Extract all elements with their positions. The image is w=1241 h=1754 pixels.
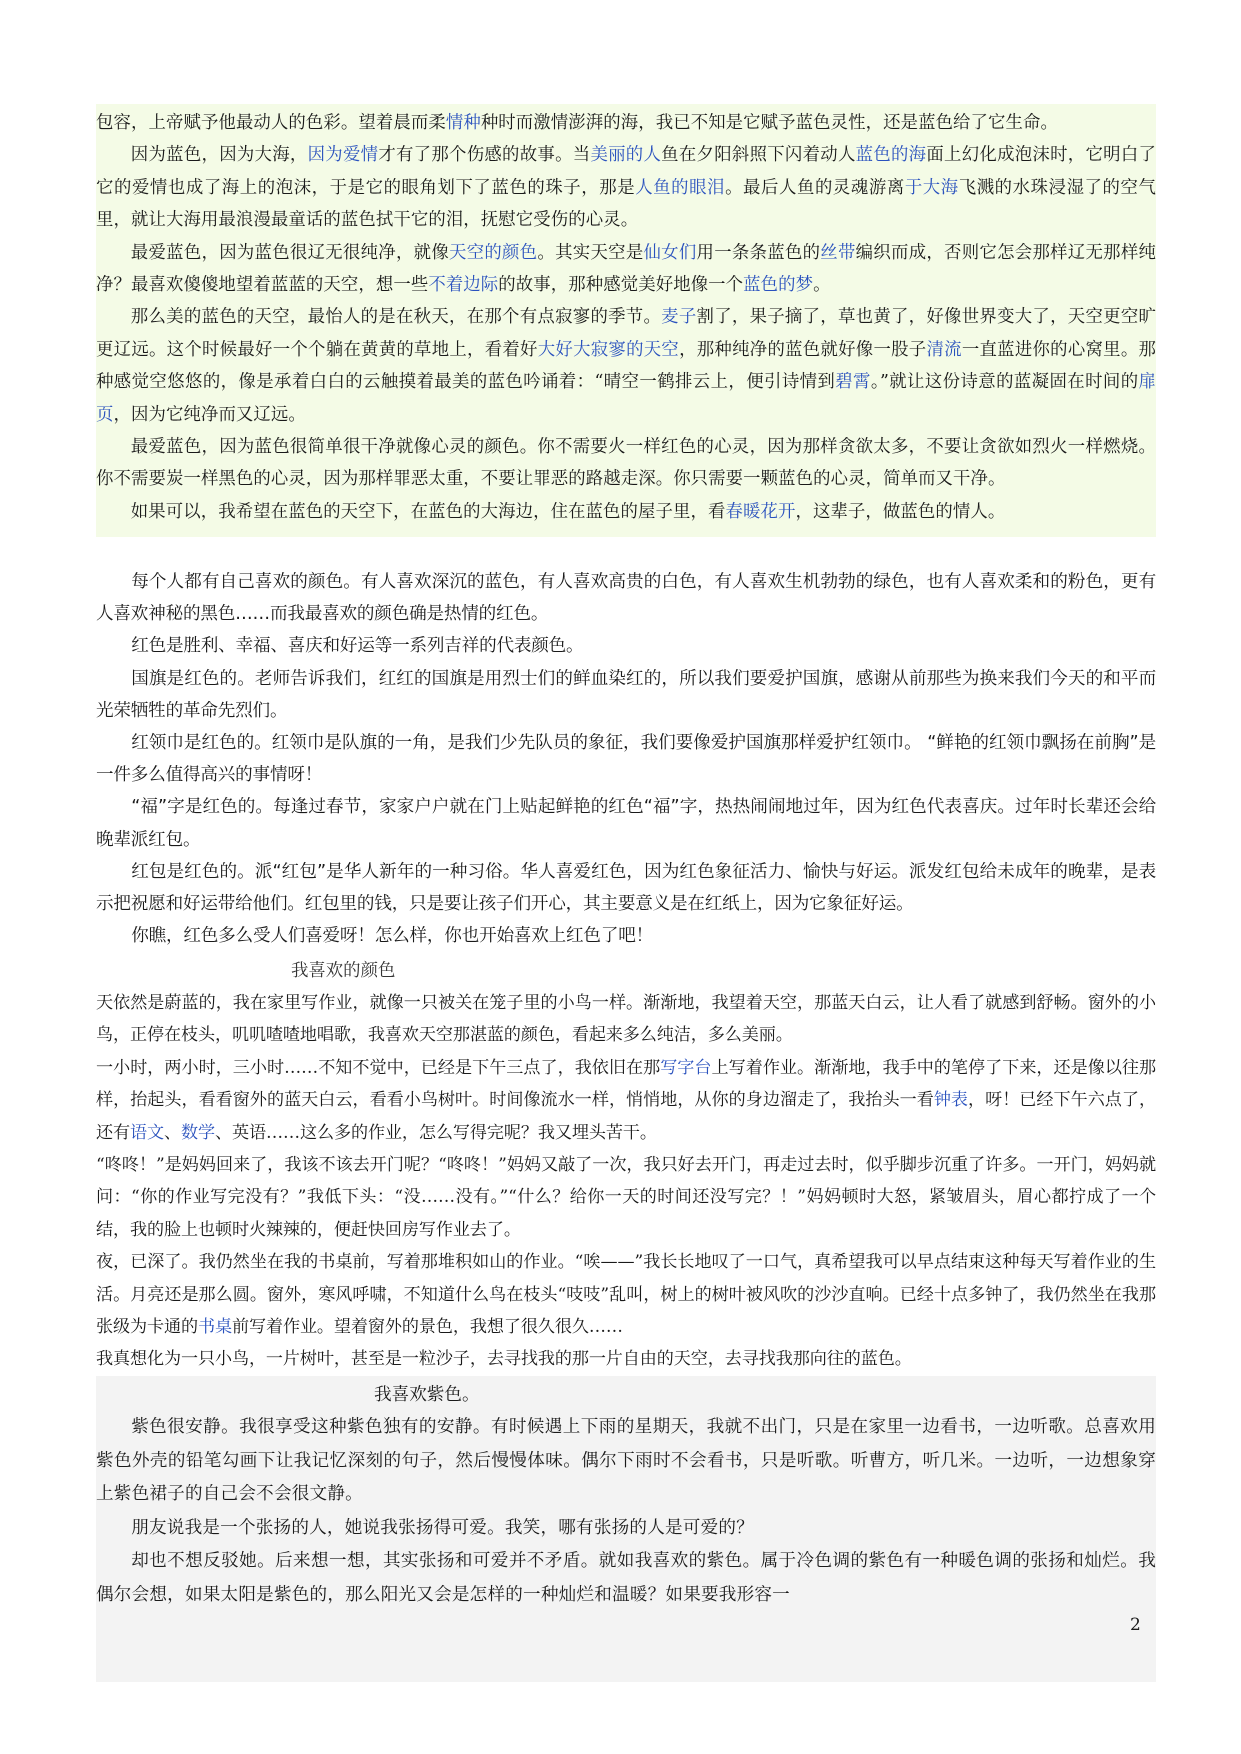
text-run: 夜，已深了。我仍然坐在我的书桌前，写着那堆积如山的作业。“唉——”我长长地叹了一口气，真希望我可以早点结束这种每天写着作业的生活。月亮还是那么圆。窗外，寒风呼啸，不知道什么鸟在枝头“吱吱”乱叫，树上的树叶被风吹的沙沙直响。已经十点多钟了，我仍然坐在我那张级为卡通的: [96, 1252, 1156, 1338]
paragraph: 紫色很安静。我很享受这种紫色独有的安静。有时候遇上下雨的星期天，我就不出门，只是在家里一边看书，一边听歌。总喜欢用紫色外壳的铅笔勾画下让我记忆深刻的句子，然后慢慢体味。偶尔下雨时不会看书，只是听歌。听曹方，听几米。一边听，一边想象穿上紫色裙子的自己会不会很文静。: [96, 1417, 1156, 1505]
paragraph: 红色是胜利、幸福、喜庆和好运等一系列吉祥的代表颜色。: [131, 636, 584, 657]
paragraph: [96, 301, 1156, 431]
text-link[interactable]: 写字台: [660, 1057, 712, 1078]
paragraph: [96, 431, 1156, 496]
paragraph: [96, 1343, 1156, 1375]
paragraph: 你瞧，红色多么受人们喜爱呀！怎么样，你也开始喜欢上红色了吧！: [131, 926, 654, 947]
paragraph: 红领巾是红色的。红领巾是队旗的一角，是我们少先队员的象征，我们要像爱护国旗那样爱护红领巾。 “鲜艳的红领巾飘扬在前胸”是一件多么值得高兴的事情呀！: [96, 733, 1156, 786]
text-run: 最爱蓝色，因为蓝色很辽无很纯净，就像: [130, 242, 450, 263]
text-link[interactable]: 春暖花开: [725, 501, 796, 522]
text-link[interactable]: 情种: [445, 113, 481, 133]
paragraph: 国旗是红色的。老师告诉我们，红红的国旗是用烈士们的鲜血染红的，所以我们要爱护国旗，感谢从前那些为换来我们今天的和平而光荣牺牲的革命先烈们。: [96, 668, 1156, 721]
paragraph: [96, 107, 1156, 139]
text-link[interactable]: 丝带: [820, 242, 856, 263]
text-run: 面上幻化成泡沫时，它明白了它的爱情也成了海上的泡沫，于是它的眼角划下了蓝色的珠子，那是: [96, 145, 1156, 198]
text-run: 的故事，那种感觉美好地像一个: [498, 275, 744, 296]
text-run: 种时而激情澎湃的海，我已不知是它赋予蓝色灵性，还是蓝色给了它生命。: [480, 113, 1059, 133]
text-run: 包容，上帝赋予他最动人的色彩。望着晨而柔: [96, 113, 446, 133]
paragraph: [96, 496, 1156, 528]
text-run: 编织而成，否则它怎会那样辽无那样纯净？最喜欢傻傻地望着蓝蓝的天空，想一些: [96, 242, 1156, 296]
text-link[interactable]: 人鱼的眼泪: [635, 177, 726, 198]
text-link[interactable]: 数学: [181, 1122, 215, 1143]
text-run: 用一条条蓝色的: [696, 242, 821, 263]
favorite-color-section: [96, 955, 1156, 1376]
paragraph: 朋友说我是一个张扬的人，她说我张扬得可爱。我笑，哪有张扬的人是可爱的？: [131, 1517, 754, 1538]
text-run: 、英语……这么多的作业，怎么写得完呢？我又埋头苦干。: [215, 1122, 657, 1143]
section-title: 我喜欢的颜色: [291, 961, 396, 981]
text-link[interactable]: 因为爱情: [307, 145, 379, 166]
paragraph: [96, 1052, 1156, 1149]
text-link[interactable]: 语文: [130, 1122, 164, 1143]
text-run: 飞溅的水珠浸湿了的空气里，就让大海用最浪漫最童话的蓝色拭干它的泪，抚慰它受伤的心灵。: [96, 177, 1156, 231]
text-link[interactable]: 于大海: [904, 177, 959, 198]
text-run: ，因为它纯净而又辽远。: [113, 404, 306, 425]
text-run: 。”就让这份诗意的蓝凝固在时间的: [870, 372, 1139, 393]
text-link[interactable]: 扉页: [96, 372, 1156, 425]
paragraph: 红包是红色的。派“红包”是华人新年的一种习俗。华人喜爱红色，因为红色象征活力、愉快与好运。派发红包给未成年的晚辈，是表示把祝愿和好运带给他们。红包里的钱，只是要让孩子们开心，其主要意义是在红纸上，因为它象征好运。: [96, 861, 1156, 915]
paragraph: [96, 237, 1156, 302]
text-run: 天依然是蔚蓝的，我在家里写作业，就像一只被关在笼子里的小鸟一样。渐渐地，我望着天空，那蓝天白云，让人看了就感到舒畅。窗外的小鸟，正停在枝头，叽叽喳喳地唱歌，我喜欢天空那湛蓝的颜色，看起来多么纯洁，多么美丽。: [96, 993, 1156, 1046]
text-run: 。其实天空是: [537, 242, 644, 263]
text-run: 。: [813, 275, 831, 296]
page-number: 2: [1130, 1615, 1141, 1635]
text-run: 前写着作业。望着窗外的景色，我想了很久很久……: [231, 1317, 623, 1338]
text-run: 才有了那个伤感的故事。当: [378, 145, 591, 166]
paragraph: [96, 1149, 1156, 1246]
text-run: 如果可以，我希望在蓝色的天空下，在蓝色的大海边，住在蓝色的屋子里，看: [130, 501, 726, 522]
text-link[interactable]: 仙女们: [643, 242, 697, 263]
red-section: [96, 566, 1156, 952]
text-run: ，那种纯净的蓝色就好像一股子: [679, 339, 927, 360]
paragraph: 每个人都有自己喜欢的颜色。有人喜欢深沉的蓝色，有人喜欢高贵的白色，有人喜欢生机勃勃的绿色，也有人喜欢柔和的粉色，更有人喜欢神秘的黑色……而我最喜欢的颜色确是热情的红色。: [96, 572, 1156, 625]
text-link[interactable]: 麦子: [661, 307, 697, 328]
paragraph: [96, 1246, 1156, 1343]
text-link[interactable]: 大好大寂寥的天空: [537, 339, 680, 360]
paragraph: “福”字是红色的。每逢过春节，家家户户就在门上贴起鲜艳的红色“福”字，热热闹闹地过年，因为红色代表喜庆。过年时长辈还会给晚辈派红包。: [96, 797, 1156, 850]
text-run: 上写着作业。渐渐地，我手中的笔停了下来，还是像以往那样，抬起头，看看窗外的蓝天白云，看看小鸟树叶。时间像流水一样，悄悄地，从你的身边溜走了，我抬头一看: [96, 1057, 1157, 1111]
text-link[interactable]: 蓝色的梦: [743, 275, 814, 296]
text-run: ，这辈子，做蓝色的情人。: [795, 501, 1006, 522]
text-run: 。最后人鱼的灵魂游离: [725, 177, 905, 198]
text-link[interactable]: 钟表: [933, 1090, 969, 1111]
text-run: 割了，果子摘了，草也黄了，好像世界变大了，天空更空旷更辽远。这个时候最好一个个躺在黄黄的草地上，看着好: [96, 307, 1156, 360]
blue-sea-section: [96, 104, 1156, 537]
text-run: ，呀！已经下午六点了，还有: [96, 1090, 1156, 1143]
text-link[interactable]: 天空的颜色: [449, 242, 538, 263]
text-run: 我真想化为一只小鸟，一片树叶，甚至是一粒沙子，去寻找我的那一片自由的天空，去寻找我那向往的蓝色。: [96, 1349, 912, 1370]
text-run: 一直蓝进你的心窝里。那种感觉空悠悠的，像是承着白白的云触摸着最美的蓝色吟诵着：“晴空一鹤排云上，便引诗情到: [96, 339, 1156, 393]
text-link[interactable]: 不着边际: [428, 275, 499, 296]
text-link[interactable]: 书桌: [197, 1317, 232, 1338]
paragraph: [96, 139, 1156, 236]
text-run: 最爱蓝色，因为蓝色很简单很干净就像心灵的颜色。你不需要火一样红色的心灵，因为那样贪欲太多，不要让贪欲如烈火一样燃烧。你不需要炭一样黑色的心灵，因为那样罪恶太重，不要让罪恶的路越走深。你只需要一颗蓝色的心灵，简单而又干净。: [96, 437, 1156, 490]
purple-section: [96, 1376, 1156, 1682]
text-link[interactable]: 清流: [926, 339, 962, 360]
paragraph: [96, 987, 1156, 1052]
text-run: “咚咚！”是妈妈回来了，我该不该去开门呢？“咚咚！”妈妈又敲了一次，我只好去开门，再走过去时，似乎脚步沉重了许多。一开门，妈妈就问：“你的作业写完没有？”我低下头：“没……没有。”“什么？给你一天的时间还没写完？！”妈妈顿时大怒，紧皱眉头，眉心都拧成了一个结，我的脸上也顿时火辣辣的，便赶快回房写作业去了。: [96, 1155, 1156, 1240]
paragraph: 却也不想反驳她。后来想一想，其实张扬和可爱并不矛盾。就如我喜欢的紫色。属于冷色调的紫色有一种暖色调的张扬和灿烂。我偶尔会想，如果太阳是紫色的，那么阳光又会是怎样的一种灿烂和温暖？如果要我形容一: [96, 1551, 1156, 1605]
text-link[interactable]: 碧霄: [835, 372, 871, 393]
text-link[interactable]: 蓝色的海: [855, 145, 927, 166]
section-title: 我喜欢紫色。: [374, 1385, 480, 1405]
text-run: 一小时，两小时，三小时……不知不觉中，已经是下午三点了，我依旧在那: [96, 1057, 661, 1078]
text-run: 、: [164, 1122, 181, 1143]
text-run: 鱼在夕阳斜照下闪着动人: [661, 145, 856, 166]
text-link[interactable]: 美丽的人: [590, 145, 662, 166]
text-run: 因为蓝色，因为大海，: [130, 145, 308, 166]
text-run: 那么美的蓝色的天空，最怡人的是在秋天，在那个有点寂寥的季节。: [130, 307, 662, 328]
